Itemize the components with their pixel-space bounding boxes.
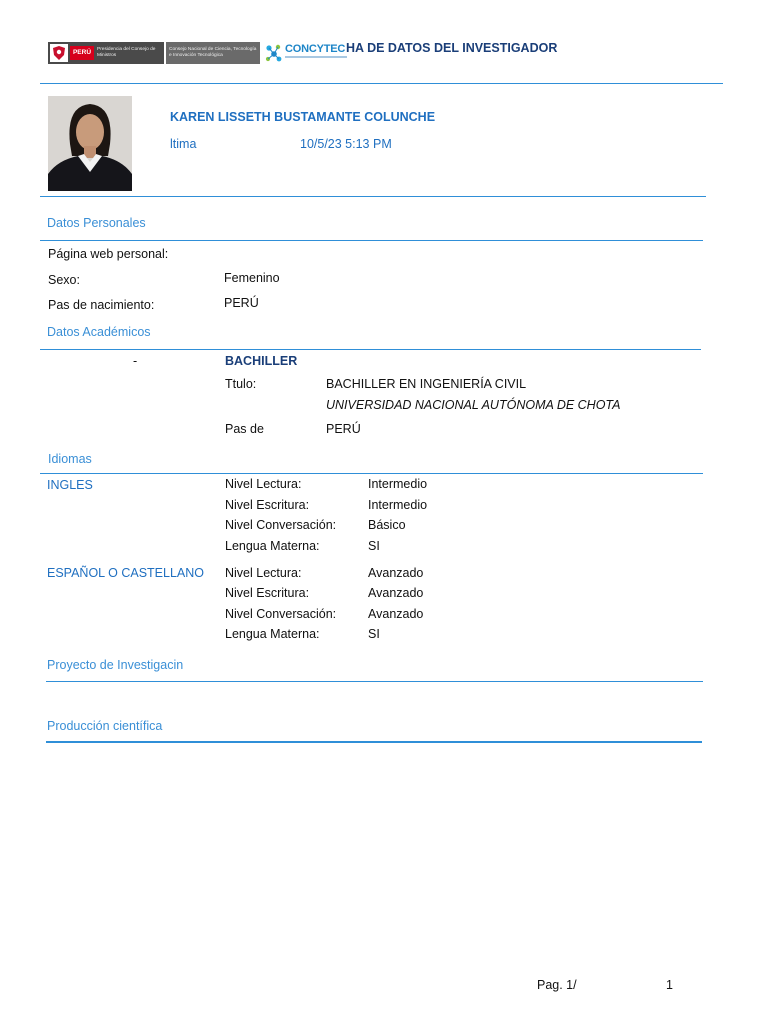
language-name: INGLES bbox=[47, 478, 93, 492]
section-proyecto: Proyecto de Investigacin bbox=[47, 658, 184, 672]
peru-logo bbox=[48, 42, 164, 64]
produccion-divider bbox=[46, 741, 702, 743]
language-level-value: Básico bbox=[368, 518, 406, 532]
degree-country-value: PERÚ bbox=[326, 422, 361, 436]
sexo-value: Femenino bbox=[224, 271, 280, 285]
language-level-label: Nivel Conversación: bbox=[225, 518, 337, 532]
peru-entity-label: Presidencia del Consejo de Ministros bbox=[97, 47, 156, 58]
language-level-value: Avanzado bbox=[368, 607, 424, 621]
language-level-value: Intermedio bbox=[368, 477, 428, 491]
language-level-label: Nivel Escritura: bbox=[225, 498, 310, 512]
last-update-label: ltima bbox=[170, 137, 197, 151]
birth-country-value: PERÚ bbox=[224, 296, 259, 310]
section-idiomas: Idiomas bbox=[48, 452, 92, 466]
section-produccion: Producción científica bbox=[47, 719, 163, 733]
header-divider bbox=[40, 83, 723, 84]
degree-title-label: Ttulo: bbox=[225, 377, 257, 391]
concytec-tagline-bar bbox=[285, 56, 347, 58]
degree-institution: UNIVERSIDAD NACIONAL AUTÓNOMA DE CHOTA bbox=[326, 398, 621, 412]
datos-personales-divider bbox=[40, 240, 703, 241]
section-datos-personales: Datos Personales bbox=[47, 216, 146, 230]
researcher-photo bbox=[48, 96, 132, 191]
idiomas-divider bbox=[40, 473, 703, 474]
concytec-wordmark: CONCYTEC bbox=[285, 43, 346, 55]
language-level-value: Intermedio bbox=[368, 498, 428, 512]
concytec-molecule-icon bbox=[264, 42, 284, 64]
birth-country-label: Pas de nacimiento: bbox=[48, 298, 155, 312]
language-level-label: Nivel Lectura: bbox=[225, 566, 302, 580]
language-level-label: Nivel Lectura: bbox=[225, 477, 302, 491]
language-level-label: Lengua Materna: bbox=[225, 627, 320, 641]
language-name: ESPAÑOL O CASTELLANO bbox=[47, 566, 204, 580]
concytec-logo bbox=[264, 42, 350, 64]
degree-date: - bbox=[133, 354, 138, 368]
language-level-value: SI bbox=[368, 539, 380, 553]
concytec-entity-label: Consejo Nacional de Ciencia, Tecnología e Innovación Tecnológica bbox=[169, 47, 257, 58]
peru-badge: PERÚ bbox=[70, 46, 94, 60]
degree-level: BACHILLER bbox=[225, 354, 298, 368]
language-level-label: Nivel Conversación: bbox=[225, 607, 337, 621]
profile-divider bbox=[40, 196, 706, 197]
last-update-value: 10/5/23 5:13 PM bbox=[300, 137, 392, 151]
page-title: HA DE DATOS DEL INVESTIGADOR bbox=[346, 41, 558, 55]
language-level-label: Nivel Escritura: bbox=[225, 586, 310, 600]
language-level-value: SI bbox=[368, 627, 380, 641]
degree-title-value: BACHILLER EN INGENIERÍA CIVIL bbox=[326, 377, 527, 391]
concytec-entity-block bbox=[166, 42, 260, 64]
sexo-label: Sexo: bbox=[48, 273, 80, 287]
degree-country-label: Pas de bbox=[225, 422, 264, 436]
researcher-name: KAREN LISSETH BUSTAMANTE COLUNCHE bbox=[170, 110, 436, 124]
datos-academicos-divider bbox=[40, 349, 701, 350]
language-level-value: Avanzado bbox=[368, 586, 424, 600]
page-number: Pag. 1/ bbox=[537, 978, 577, 992]
language-level-label: Lengua Materna: bbox=[225, 539, 320, 553]
web-label: Página web personal: bbox=[48, 247, 169, 261]
page-total: 1 bbox=[666, 978, 673, 992]
language-level-value: Avanzado bbox=[368, 566, 424, 580]
proyecto-divider bbox=[46, 681, 703, 682]
section-datos-academicos: Datos Académicos bbox=[47, 325, 151, 339]
coat-of-arms-icon bbox=[50, 44, 68, 62]
